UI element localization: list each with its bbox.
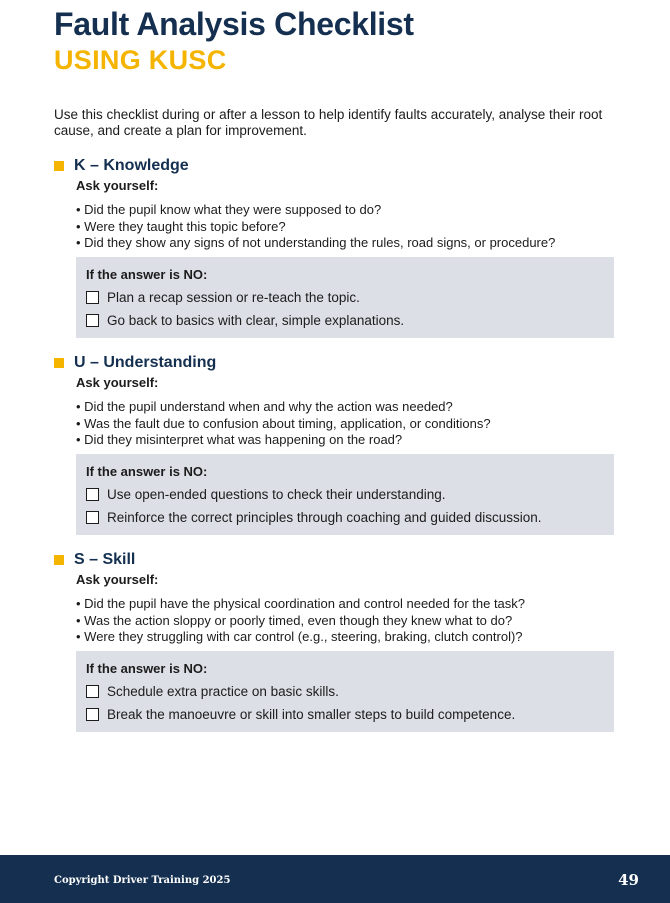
checklist-item-label: Use open-ended questions to check their understanding. <box>107 486 446 502</box>
section-bullet-square <box>54 161 64 171</box>
checklist-item[interactable] <box>86 680 604 703</box>
section-title: S – Skill <box>74 551 136 568</box>
checklist-item[interactable] <box>86 506 604 529</box>
question-item: • Did the pupil understand when and why the action was needed? <box>76 399 614 416</box>
ask-yourself-label: Ask yourself: <box>76 572 159 587</box>
question-list <box>76 596 614 646</box>
ask-yourself-label: Ask yourself: <box>76 178 159 193</box>
question-item: • Were they taught this topic before? <box>76 219 614 236</box>
checkbox[interactable] <box>86 708 99 721</box>
checklist-item[interactable] <box>86 703 604 726</box>
page-number: 49 <box>618 871 639 889</box>
checklist-item[interactable] <box>86 286 604 309</box>
if-no-label: If the answer is NO: <box>86 463 208 479</box>
question-list <box>76 202 614 252</box>
question-item: • Did the pupil have the physical coordination and control needed for the task? <box>76 596 614 613</box>
checklist-item-label: Go back to basics with clear, simple explanations. <box>107 312 405 328</box>
checkbox[interactable] <box>86 511 99 524</box>
section-title: K – Knowledge <box>74 157 189 174</box>
section-bullet-square <box>54 555 64 565</box>
checklist-item-label: Break the manoeuvre or skill into smaller steps to build competence. <box>107 706 516 722</box>
checklist-item-label: Reinforce the correct principles through coaching and guided discussion. <box>107 509 542 525</box>
if-no-box <box>76 454 614 535</box>
question-item: • Did they misinterpret what was happening on the road? <box>76 432 614 449</box>
section-knowledge <box>54 157 614 338</box>
question-list <box>76 399 614 449</box>
checkbox[interactable] <box>86 291 99 304</box>
checklist-item[interactable] <box>86 309 604 332</box>
question-item: • Did they show any signs of not understanding the rules, road signs, or procedure? <box>76 235 614 252</box>
if-no-box <box>76 257 614 338</box>
section-skill <box>54 551 614 732</box>
question-item: • Was the action sloppy or poorly timed, even though they knew what to do? <box>76 613 614 630</box>
checkbox[interactable] <box>86 488 99 501</box>
copyright-text: Copyright Driver Training 2025 <box>54 875 231 886</box>
section-understanding <box>54 354 614 535</box>
ask-yourself-label: Ask yourself: <box>76 375 159 390</box>
question-item: • Was the fault due to confusion about timing, application, or conditions? <box>76 416 614 433</box>
checklist-item-label: Schedule extra practice on basic skills. <box>107 683 339 699</box>
page-footer <box>0 855 670 903</box>
section-bullet-square <box>54 358 64 368</box>
page-title: Fault Analysis Checklist <box>54 6 414 42</box>
question-item: • Did the pupil know what they were supposed to do? <box>76 202 614 219</box>
page-subtitle: USING KUSC <box>54 45 227 75</box>
intro-text: Use this checklist during or after a lesson to help identify faults accurately, analyse their root cause, and create a plan for improvement. <box>54 107 603 138</box>
if-no-label: If the answer is NO: <box>86 266 208 282</box>
if-no-label: If the answer is NO: <box>86 660 208 676</box>
if-no-box <box>76 651 614 732</box>
question-item: • Were they struggling with car control (e.g., steering, braking, clutch control)? <box>76 629 614 646</box>
checklist-item-label: Plan a recap session or re-teach the topic. <box>107 289 360 305</box>
checkbox[interactable] <box>86 685 99 698</box>
checklist-item[interactable] <box>86 483 604 506</box>
section-title: U – Understanding <box>74 354 217 371</box>
checkbox[interactable] <box>86 314 99 327</box>
